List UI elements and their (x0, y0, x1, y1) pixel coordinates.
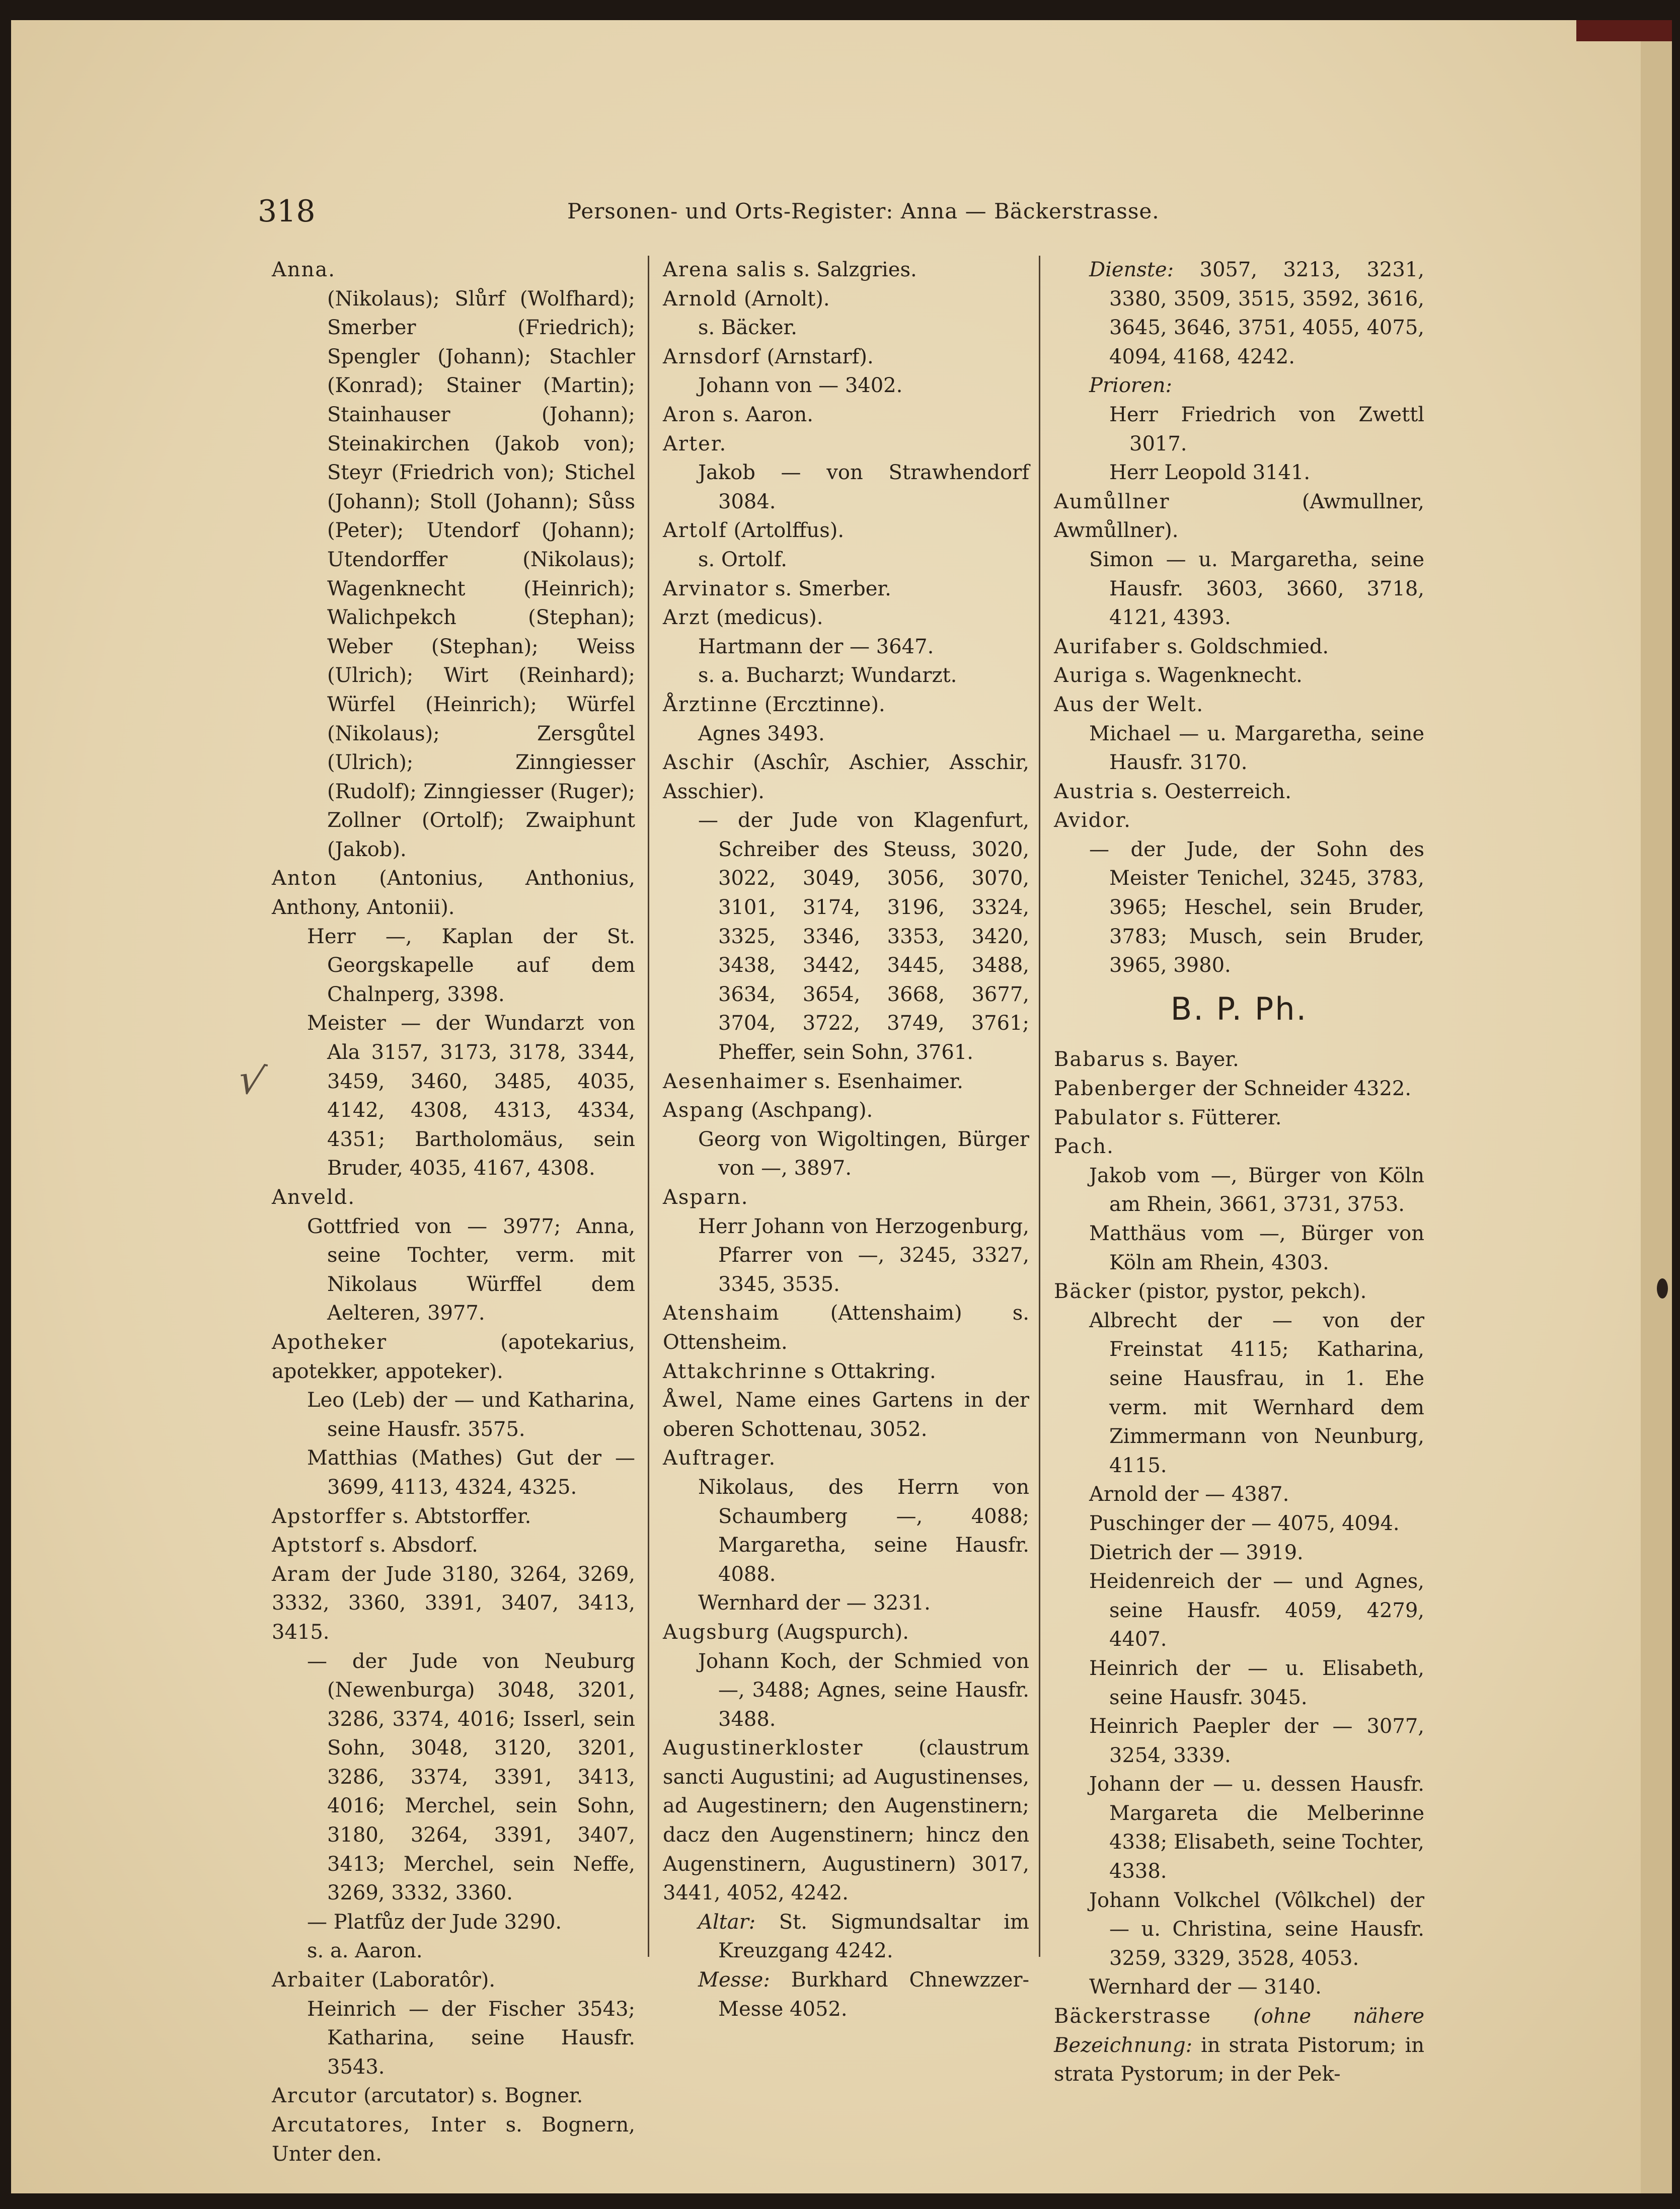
register-subentry (1054, 720, 1424, 778)
register-column-2 (663, 256, 1029, 2024)
page-edge (1641, 20, 1672, 2193)
register-subentry (1054, 1973, 1424, 2002)
register-entry (272, 256, 635, 285)
entry-text: Heidenreich der — und Agnes, seine Hausfr. 4059, 4279, 4407. (1089, 1570, 1424, 1651)
register-subentry (663, 1212, 1029, 1300)
register-entry (272, 1328, 635, 1386)
entry-text: Dietrich der — 3919. (1089, 1541, 1304, 1564)
entry-text: Arnold der — 4387. (1089, 1483, 1289, 1506)
entry-text: s. a. Bucharzt; Wundarzt. (698, 664, 957, 688)
register-entry (663, 1618, 1029, 1647)
entry-text: Heinrich — der Fischer 3543; Katharina, seine Hausfr. 3543. (307, 1997, 635, 2079)
entry-headword: Anna. (272, 258, 336, 281)
entry-headword: Asparn. (663, 1186, 749, 1209)
register-subentry (272, 1009, 635, 1183)
entry-headword: Aesenhaimer (663, 1070, 808, 1093)
entry-headword: Aumůllner (1054, 490, 1170, 513)
entry-headword: Aus der Welt. (1054, 693, 1204, 716)
entry-text: Johann Koch, der Schmied von —, 3488; Agnes, seine Hausfr. 3488. (698, 1649, 1029, 1731)
page-header (11, 194, 1672, 229)
entry-text: s. Fütterer. (1162, 1106, 1282, 1129)
entry-text: in strata Pistorum; in strata Pystorum; in der Pek- (1054, 2033, 1424, 2086)
entry-headword: Apotheker (272, 1330, 388, 1354)
register-entry (663, 1357, 1029, 1387)
entry-headword: Arcutor (272, 2084, 357, 2108)
register-subentry (1054, 1886, 1424, 1973)
entry-text: Johann der — u. dessen Hausfr. Margareta die Melberinne 4338; Elisabeth, seine Tochter, 4338. (1089, 1773, 1424, 1883)
entry-text: Michael — u. Margaretha, seine Hausfr. 3170. (1089, 722, 1424, 775)
entry-headword: Pabenberger (1054, 1077, 1196, 1101)
register-subentry (663, 1908, 1029, 1966)
entry-headword: Arcutatores, Inter (272, 2113, 487, 2137)
entry-headword: Babarus (1054, 1048, 1146, 1072)
entry-headword: Arvinator (663, 577, 769, 600)
register-entry (663, 1096, 1029, 1125)
register-continuation (272, 285, 635, 865)
register-subentry (1054, 371, 1424, 401)
register-entry (663, 1068, 1029, 1097)
register-entry (663, 285, 1029, 314)
register-subentry (663, 1647, 1029, 1734)
entry-text: Jakob vom —, Bürger von Köln am Rhein, 3661, 3731, 3753. (1089, 1164, 1424, 1216)
entry-headword: Bäckerstrasse (1054, 2005, 1211, 2028)
register-entry (663, 1734, 1029, 1908)
register-subentry (272, 1444, 635, 1502)
entry-text: Johann Volkchel (Vôlkchel) der — u. Christina, seine Hausfr. 3259, 3329, 3528, 4053. (1089, 1888, 1424, 1970)
entry-text: — der Jude von Klagenfurt, Schreiber des Steuss, 3020, 3022, 3049, 3056, 3070, 3101, 3174, 3196, 3324, 3325, 3346, 3353, 3420, 3438, 3442, 3445, 3488, 3634, 3654, 3668, 3677, 3704, 3722, 3749, 3761; Pheffer, sein Sohn, 3761. (698, 809, 1029, 1064)
register-entry (663, 575, 1029, 604)
entry-headword: Åwel, (663, 1389, 725, 1412)
pencil-check-mark: √ (234, 1054, 269, 1106)
entry-text: — der Jude von Neuburg (Newenburga) 3048, 3201, 3286, 3374, 4016; Isserl, sein Sohn, 3048, 3120, 3201, 3286, 3374, 3391, 3413, 4016; Merchel, sein Sohn, 3180, 3264, 3391, 3407, 3413; Merchel, sein Neffe, 3269, 3332, 3360. (307, 1649, 635, 1905)
register-entry (272, 864, 635, 922)
register-entry (1054, 691, 1424, 720)
entry-text: (Laboratôr). (365, 1968, 496, 1992)
entry-text: (Augspurch). (770, 1620, 909, 1644)
entry-text: der Schneider 4322. (1196, 1077, 1412, 1101)
subentry-label: Messe: (698, 1968, 770, 1992)
register-entry (1054, 2002, 1424, 2089)
register-subentry (663, 314, 1029, 343)
register-subentry (272, 1995, 635, 2082)
column-rule-2 (1039, 256, 1040, 1957)
register-subentry (1054, 1567, 1424, 1654)
entry-text: s. Goldschmied. (1160, 635, 1329, 658)
entry-text: s. Bognern, Unter den. (272, 2113, 635, 2166)
register-subentry (663, 1589, 1029, 1618)
register-entry (272, 1502, 635, 1532)
entry-text: (pistor, pystor, pekch). (1131, 1280, 1367, 1304)
register-entry (1054, 633, 1424, 662)
entry-text: (medicus). (710, 606, 823, 630)
register-entry (663, 343, 1029, 372)
entry-text: Herr Friedrich von Zwettl 3017. (1109, 403, 1424, 455)
entry-text: Simon — u. Margaretha, seine Hausfr. 3603, 3660, 3718, 4121, 4393. (1089, 548, 1424, 630)
register-page (11, 20, 1672, 2193)
register-subentry (1054, 1480, 1424, 1509)
register-entry (1054, 806, 1424, 835)
column-rule-1 (648, 256, 649, 1957)
entry-headword: Auriga (1054, 664, 1129, 688)
entry-text: s Ottakring. (807, 1359, 936, 1383)
register-entry (1054, 778, 1424, 807)
entry-text: Wernhard der — 3140. (1089, 1975, 1322, 1999)
running-head: Personen- und Orts-Register: Anna — Bäckerstrasse. (567, 199, 1160, 223)
entry-text: (Nikolaus); Slůrf (Wolfhard); Smerber (Friedrich); Spengler (Johann); Stachler (Konrad); Stainer (Martin); Stainhauser (Johann); Steinakirchen (Jakob von); Steyr (Friedrich von); Stichel (Johann); Stoll (Johann); Sůss (Peter); Utendorf (Johann); Utendorffer (Nikolaus); Wagenknecht (Heinrich); Walichpekch (Stephan); Weber (Stephan); Weiss (Ulrich); Wirt (Reinhard); Würfel (Heinrich); Würfel (Nikolaus); Zersgůtel (Ulrich); Zinngiesser (Rudolf); Zinngiesser (Ruger); Zollner (Ortolf); Zwaiphunt (Jakob). (327, 287, 635, 861)
entry-text: — der Jude, der Sohn des Meister Tenichel, 3245, 3783, 3965; Heschel, sein Bruder, 3783; Musch, sein Bruder, 3965, 3980. (1089, 837, 1424, 977)
entry-text-italic: (ohne nähere Bezeichnung: (1054, 2005, 1424, 2057)
entry-text: St. Sigmundsaltar im Kreuzgang 4242. (718, 1910, 1029, 1963)
register-subentry (663, 546, 1029, 575)
entry-text: Gottfried von — 3977; Anna, seine Tochter, verm. mit Nikolaus Würffel dem Aelteren, 3977. (307, 1214, 635, 1325)
entry-headword: Aschir (663, 751, 734, 775)
register-subentry (1054, 1539, 1424, 1568)
register-subentry (1054, 401, 1424, 459)
entry-text: Herr —, Kaplan der St. Georgskapelle auf dem Chalnperg, 3398. (307, 925, 635, 1006)
register-subentry (663, 459, 1029, 516)
register-entry (1054, 488, 1424, 546)
entry-text: Burkhard Chnewzzer-Messe 4052. (718, 1968, 1029, 2021)
register-entry (663, 256, 1029, 285)
register-subentry (272, 1212, 635, 1328)
entry-headword: Arnold (663, 287, 738, 311)
entry-text: (Attenshaim) s. Ottensheim. (663, 1302, 1029, 1354)
register-entry (663, 603, 1029, 633)
entry-headword: Pach. (1054, 1135, 1114, 1159)
register-entry (663, 691, 1029, 720)
register-subentry (663, 806, 1029, 1067)
entry-text: Matthias (Mathes) Gut der — 3699, 4113, 4324, 4325. (307, 1446, 635, 1499)
register-subentry (1054, 1770, 1424, 1886)
register-entry (1054, 1075, 1424, 1104)
register-subentry (1054, 1307, 1424, 1481)
entry-headword: Arnsdorf (663, 345, 760, 368)
entry-text: Jakob — von Strawhendorf 3084. (698, 461, 1029, 513)
entry-text: (Aschpang). (744, 1099, 873, 1122)
entry-text: s. a. Aaron. (307, 1939, 423, 1963)
register-column-3 (1054, 256, 1424, 2089)
entry-text: s. Absdorf. (363, 1534, 478, 1557)
subentry-label: Altar: (698, 1910, 756, 1934)
entry-text: Herr Johann von Herzogenburg, Pfarrer von —, 3245, 3327, 3345, 3535. (698, 1214, 1029, 1296)
entry-text: Puschinger der — 4075, 4094. (1089, 1511, 1400, 1535)
register-subentry (1054, 1220, 1424, 1277)
register-entry (1054, 1045, 1424, 1075)
entry-text: s. Smerber. (769, 577, 891, 600)
entry-text: Wernhard der — 3231. (698, 1591, 931, 1615)
entry-headword: Apstorffer (272, 1504, 386, 1528)
entry-headword: Augustinerkloster (663, 1736, 864, 1760)
entry-headword: Arbaiter (272, 1968, 365, 1992)
register-subentry (663, 661, 1029, 691)
entry-text: (Arnstarf). (760, 345, 874, 368)
entry-text: Agnes 3493. (698, 722, 825, 745)
register-entry (663, 516, 1029, 546)
register-entry (663, 1183, 1029, 1212)
page-number: 318 (258, 194, 316, 229)
register-subentry (663, 1473, 1029, 1589)
entry-text: Matthäus vom —, Bürger von Köln am Rhein, 4303. (1089, 1222, 1424, 1274)
register-entry (272, 1183, 635, 1212)
entry-headword: Pabulator (1054, 1106, 1162, 1129)
entry-text: s. Wagenknecht. (1128, 664, 1303, 688)
register-subentry (1054, 459, 1424, 488)
entry-text: — Platfůz der Jude 3290. (307, 1910, 562, 1934)
entry-headword: Avidor. (1054, 809, 1131, 832)
subentry-label: Dienste: (1089, 258, 1174, 281)
entry-text: Heinrich Paepler der — 3077, 3254, 3339. (1089, 1715, 1424, 1767)
entry-headword: Artolf (663, 519, 727, 543)
register-subentry (663, 371, 1029, 401)
ink-blot (1657, 1278, 1668, 1299)
entry-text: Nikolaus, des Herrn von Schaumberg —, 4088; Margaretha, seine Hausfr. 4088. (698, 1475, 1029, 1586)
register-subentry (272, 1937, 635, 1966)
entry-headword: Bäcker (1054, 1280, 1132, 1304)
register-subentry (663, 633, 1029, 662)
entry-text: (apotekarius, apotekker, appoteker). (272, 1330, 635, 1383)
entry-headword: Aron (663, 403, 716, 426)
register-subentry (663, 1966, 1029, 2024)
entry-text: s. Esenhaimer. (807, 1070, 963, 1093)
entry-text: s. Bäcker. (698, 316, 797, 340)
register-entry (272, 2082, 635, 2111)
entry-text: (arcutator) s. Bogner. (357, 2084, 583, 2108)
register-subentry (272, 1386, 635, 1444)
entry-text: (Ercztinne). (758, 693, 885, 716)
subentry-label: Prioren: (1089, 374, 1172, 398)
entry-text: Georg von Wigoltingen, Bürger von —, 3897. (698, 1127, 1029, 1180)
section-heading: B. P. Ph. (1170, 990, 1308, 1027)
entry-text: der Jude 3180, 3264, 3269, 3332, 3360, 3391, 3407, 3413, 3415. (272, 1562, 635, 1644)
entry-headword: Arter. (663, 432, 727, 455)
entry-text: (Antonius, Anthonius, Anthony, Antonii). (272, 867, 635, 920)
register-subentry (1054, 1712, 1424, 1770)
entry-text: Meister — der Wundarzt von Ala 3157, 3173, 3178, 3344, 3459, 3460, 3485, 4035, 4142, 4308, 4313, 4334, 4351; Bartholomäus, sein Bruder, 4035, 4167, 4308. (307, 1012, 635, 1180)
entry-text: Johann von — 3402. (698, 374, 903, 398)
entry-text: Hartmann der — 3647. (698, 635, 934, 658)
register-entry (663, 401, 1029, 430)
register-subentry (1054, 1654, 1424, 1712)
register-column-1 (272, 256, 635, 2169)
register-subentry (1054, 546, 1424, 633)
entry-text: (Arnolt). (737, 287, 830, 311)
entry-headword: Anton (272, 867, 338, 890)
register-entry (1054, 1132, 1424, 1162)
register-subentry (272, 1908, 635, 1937)
entry-headword: Arena salis (663, 258, 787, 281)
entry-headword: Austria (1054, 780, 1135, 803)
entry-text: s. Ortolf. (698, 548, 787, 571)
entry-headword: Attakchrinne (663, 1359, 808, 1383)
register-subentry (1054, 1162, 1424, 1220)
entry-text: (Aschîr, Aschier, Asschir, Asschier). (663, 751, 1029, 803)
entry-text: (Artolffus). (727, 519, 845, 543)
entry-text: s. Salzgries. (787, 258, 917, 281)
binding-corner (1576, 20, 1672, 41)
register-entry (272, 1560, 635, 1647)
register-subentry (663, 1125, 1029, 1183)
entry-text: 3057, 3213, 3231, 3380, 3509, 3515, 3592, 3616, 3645, 3646, 3751, 4055, 4075, 4094, 4168, 4242. (1109, 258, 1424, 368)
register-entry (663, 1299, 1029, 1357)
entry-text: s. Aaron. (716, 403, 813, 426)
entry-headword: Aurifaber (1054, 635, 1161, 658)
register-subentry (663, 720, 1029, 749)
register-entry (272, 2111, 635, 2169)
register-entry (1054, 1104, 1424, 1133)
entry-headword: Augsburg (663, 1620, 770, 1644)
entry-text: s. Bayer. (1146, 1048, 1239, 1072)
register-entry (1054, 661, 1424, 691)
register-entry (663, 748, 1029, 806)
entry-headword: Aptstorf (272, 1534, 363, 1557)
register-entry (663, 1444, 1029, 1473)
entry-headword: Arzt (663, 606, 710, 630)
register-entry (663, 1386, 1029, 1444)
entry-text: Name eines Gartens in der oberen Schottenau, 3052. (663, 1389, 1029, 1441)
entry-headword: Atenshaim (663, 1302, 780, 1325)
entry-headword: Årztinne (663, 693, 758, 716)
register-entry (1054, 1277, 1424, 1307)
register-entry (663, 430, 1029, 459)
entry-headword: Aspang (663, 1099, 745, 1122)
register-subentry (1054, 256, 1424, 371)
entry-text: Leo (Leb) der — und Katharina, seine Hausfr. 3575. (307, 1389, 635, 1441)
register-subentry (272, 1647, 635, 1908)
register-subentry (1054, 1509, 1424, 1539)
entry-headword: Aram (272, 1562, 331, 1586)
entry-text: s. Abtstorffer. (386, 1504, 531, 1528)
entry-text: (Awmullner, Awmůllner). (1054, 490, 1424, 543)
entry-text: (claustrum sancti Augustini; ad Augustinenses, ad Augestinern; den Augenstinern; dacz den Augenstinern; hincz den Augenstinern, Augustinern) 3017, 3441, 4052, 4242. (663, 1736, 1029, 1905)
entry-headword: Anveld. (272, 1186, 356, 1209)
register-entry (272, 1531, 635, 1560)
entry-text: Herr Leopold 3141. (1109, 461, 1311, 485)
register-subentry (1054, 835, 1424, 980)
entry-text: Heinrich der — u. Elisabeth, seine Hausfr. 3045. (1089, 1656, 1424, 1709)
register-subentry (272, 923, 635, 1010)
entry-text: s. Oesterreich. (1135, 780, 1292, 803)
entry-headword: Auftrager. (663, 1446, 777, 1470)
entry-text: Albrecht der — von der Freinstat 4115; Katharina, seine Hausfrau, in 1. Ehe verm. mit Wernhard dem Zimmermann von Neunburg, 4115. (1089, 1309, 1424, 1477)
register-entry (272, 1966, 635, 1995)
